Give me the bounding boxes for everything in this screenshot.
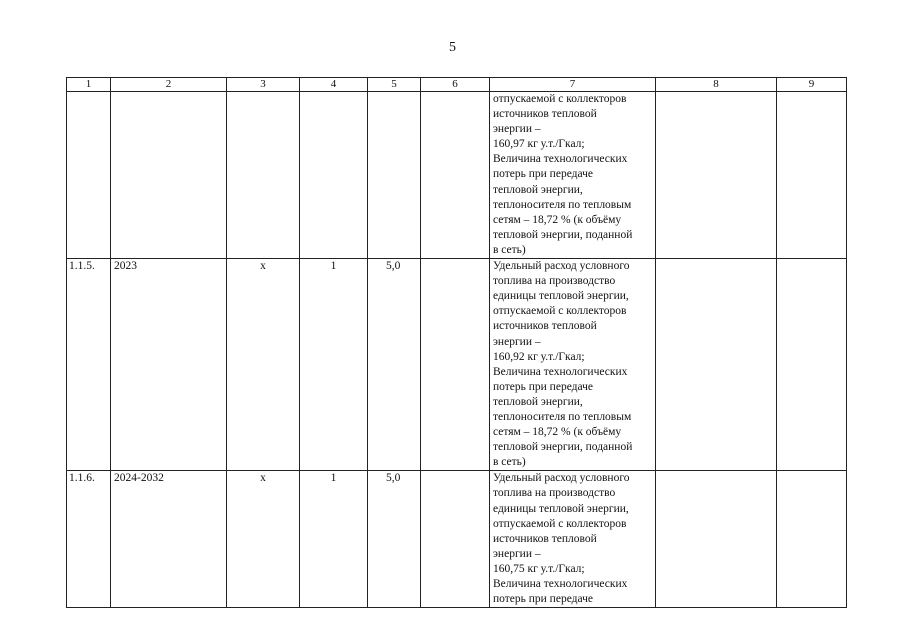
col4-cell: 1 (300, 259, 368, 471)
column-header: 5 (368, 78, 421, 92)
description-cell: отпускаемой с коллекторов источников тепловой энергии – 160,97 кг у.т./Гкал; Величина технологических потерь при передаче тепловой энергии, теплоносителя по тепловым сетям – 18,72 % (к объёму тепловой энергии, поданной в сеть) (490, 92, 656, 259)
column-header: 2 (111, 78, 227, 92)
description-cell: Удельный расход условного топлива на производство единицы тепловой энергии, отпускаемой с коллекторов источников тепловой энергии – 160,75 кг у.т./Гкал; Величина технологических потерь при передаче (490, 471, 656, 608)
column-header: 1 (67, 78, 111, 92)
col9-cell (777, 92, 847, 259)
col3-cell: х (227, 259, 300, 471)
col4-cell: 1 (300, 471, 368, 608)
column-header: 3 (227, 78, 300, 92)
year-cell (111, 92, 227, 259)
year-cell: 2023 (111, 259, 227, 471)
column-header: 9 (777, 78, 847, 92)
col8-cell (656, 259, 777, 471)
column-header: 7 (490, 78, 656, 92)
table-row (67, 471, 847, 608)
col8-cell (656, 92, 777, 259)
col9-cell (777, 259, 847, 471)
col6-cell (421, 259, 490, 471)
column-header: 6 (421, 78, 490, 92)
description-cell: Удельный расход условного топлива на производство единицы тепловой энергии, отпускаемой с коллекторов источников тепловой энергии – 160,92 кг у.т./Гкал; Величина технологических потерь при передаче тепловой энергии, теплоносителя по тепловым сетям – 18,72 % (к объёму тепловой энергии, поданной в сеть) (490, 259, 656, 471)
col3-cell (227, 92, 300, 259)
row-number-cell: 1.1.5. (67, 259, 111, 471)
col5-cell (368, 92, 421, 259)
table-row (67, 259, 847, 471)
col5-cell: 5,0 (368, 259, 421, 471)
column-header: 4 (300, 78, 368, 92)
col9-cell (777, 471, 847, 608)
col3-cell: х (227, 471, 300, 608)
table-row (67, 92, 847, 259)
data-table (66, 77, 847, 608)
column-header: 8 (656, 78, 777, 92)
year-cell: 2024-2032 (111, 471, 227, 608)
col5-cell: 5,0 (368, 471, 421, 608)
col6-cell (421, 471, 490, 608)
page-number: 5 (449, 40, 456, 55)
header-row (67, 78, 847, 92)
col6-cell (421, 92, 490, 259)
col8-cell (656, 471, 777, 608)
row-number-cell: 1.1.6. (67, 471, 111, 608)
col4-cell (300, 92, 368, 259)
row-number-cell (67, 92, 111, 259)
